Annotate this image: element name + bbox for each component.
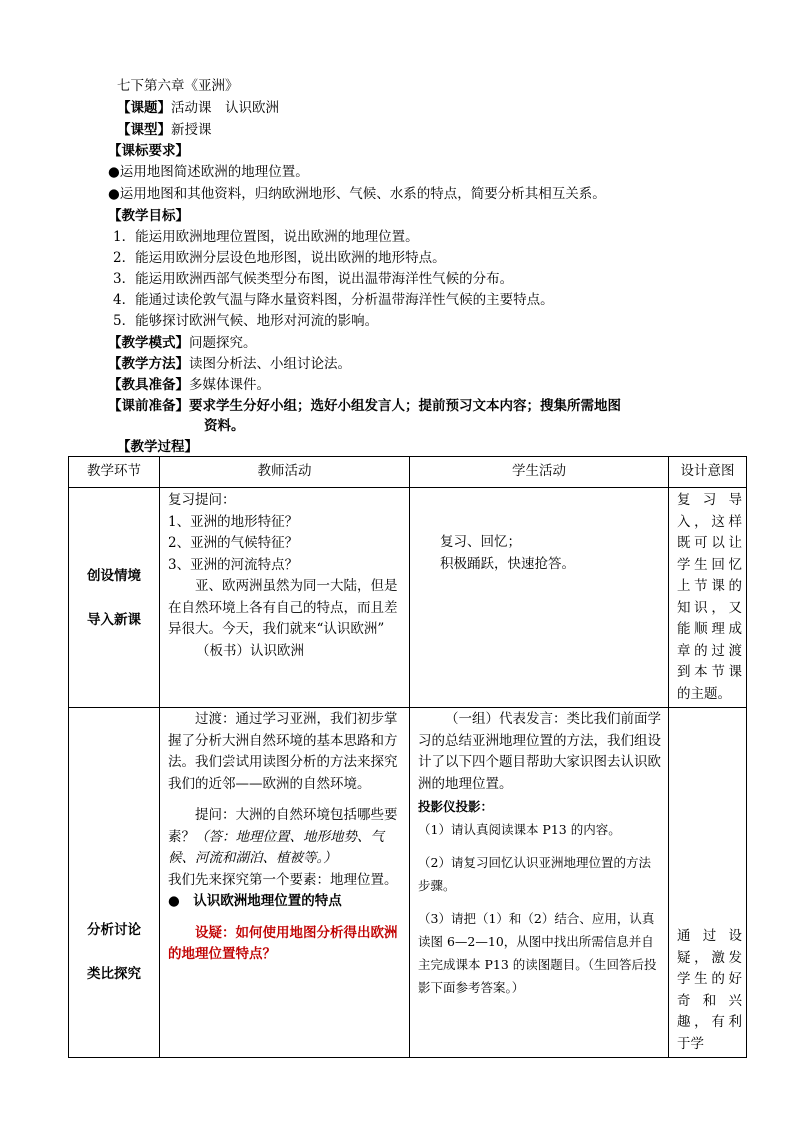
board-note: （板书）认识欧洲 — [196, 642, 304, 659]
process-title: 【教学过程】 — [117, 439, 198, 455]
tools-value: 多媒体课件。 — [189, 377, 270, 393]
prep-tag: 【课前准备】 — [108, 398, 189, 414]
chapter-title: 七下第六章《亚洲》 — [117, 78, 239, 94]
group-speech: （一组）代表发言：类比我们前面学习的总结亚洲地理位置的方法，我们组设计了以下四个题目帮助大家识图去认识欧洲的地理位置。 — [418, 711, 661, 792]
review-question-2: 2、亚洲的气候特征？ — [168, 535, 299, 551]
method-line — [108, 354, 351, 374]
method-tag: 【教学方法】 — [108, 356, 189, 372]
goal-item-5: 5．能够探讨欧洲气候、地形对河流的影响。 — [113, 313, 379, 329]
goals-title: 【教学目标】 — [108, 208, 189, 224]
type-line — [117, 120, 212, 140]
method-value: 读图分析法、小组讨论法。 — [189, 356, 351, 372]
teacher-cell-1 — [160, 488, 410, 708]
student-response-1: 复习、回忆； — [440, 534, 521, 550]
topic-tag: 【课题】 — [117, 100, 171, 116]
lesson-table — [68, 456, 747, 1058]
question-answer: （答：地理位置、地形地势、气候、河流和湖泊、植被等。） — [168, 828, 384, 866]
table-header-row — [69, 457, 747, 488]
review-question-intro: 复习提问： — [168, 492, 236, 508]
prep-value-2: 资料。 — [204, 418, 245, 434]
transition-paragraph: 过渡：通过学习亚洲，我们初步掌握了分析大洲自然环境的基本思路和方法。我们尝试用读图分析的方法来探究我们的近邻——欧洲的自然环境。 — [168, 711, 398, 792]
header-stage: 教学环节 — [69, 457, 160, 488]
stage-1-line-2: 导入新课 — [87, 611, 141, 628]
student-cell-1 — [410, 488, 669, 708]
design-note-1: 复习导入，这样既可以让学生回忆上节课的知识，又能顺理成章的过渡到本节课的主题。 — [677, 492, 742, 702]
first-element-note: 我们先来探究第一个要素：地理位置。 — [168, 871, 398, 888]
intro-paragraph: 亚、欧两洲虽然为同一大陆，但是在自然环境上各有自己的特点，而且差异很大。今天，我们就来“认识欧洲” — [168, 578, 398, 637]
stage-cell-2 — [69, 708, 160, 1058]
mode-tag: 【教学模式】 — [108, 335, 189, 351]
review-question-1: 1、亚洲的地形特征？ — [168, 513, 299, 530]
table-row — [69, 708, 747, 1058]
type-value: 新授课 — [171, 122, 212, 138]
question-text: 提问：大洲的自然环境包括哪些要素？ — [168, 807, 398, 845]
stage-1-line-1: 创设情境 — [87, 567, 141, 584]
topic-line — [117, 98, 279, 118]
mode-value: 问题探究。 — [189, 335, 257, 351]
review-question-3: 3、亚洲的河流特点？ — [168, 556, 299, 573]
stage-2-line-1: 分析讨论 — [87, 922, 141, 938]
standards-item-2: ●运用地图和其他资料，归纳欧洲地形、气候、水系的特点，简要分析其相互关系。 — [108, 186, 606, 202]
tools-tag: 【教具准备】 — [108, 377, 189, 393]
header-teacher: 教师活动 — [160, 457, 410, 488]
goal-item-1: 1．能运用欧洲地理位置图，说出欧洲的地理位置。 — [113, 229, 419, 245]
student-cell-2 — [410, 708, 669, 1058]
task-3: （3）请把（1）和（2）结合、应用，认真读图 6—2—10，从图中找出所需信息并自主完成课本 P13 的读图题目。（生回答后投影下面参考答案。） — [418, 911, 657, 995]
design-cell-2 — [669, 708, 747, 1058]
goal-item-4: 4．能通过读伦敦气温与降水量资料图，分析温带海洋性气候的主要特点。 — [113, 292, 554, 308]
location-bullet: ● 认识欧洲地理位置的特点 — [168, 893, 342, 909]
tools-line — [108, 375, 270, 395]
prep-line — [108, 396, 621, 416]
doubt-question — [168, 923, 403, 966]
table-row — [69, 488, 747, 708]
design-note-2: 通过设疑，激发学生的好奇和兴趣，有利于学 — [677, 928, 742, 1052]
doubt-text: 如何使用地图分析得出欧洲的地理位置特点？ — [168, 924, 398, 962]
teacher-cell-2 — [160, 708, 410, 1058]
student-response-2: 积极踊跃，快速抢答。 — [440, 555, 575, 572]
goal-item-3: 3．能运用欧洲西部气候类型分布图，说出温带海洋性气候的分布。 — [113, 271, 514, 287]
stage-cell-1 — [69, 488, 160, 708]
header-student: 学生活动 — [410, 457, 669, 488]
doubt-tag: 设疑： — [195, 924, 236, 941]
task-2: （2）请复习回忆认识亚洲地理位置的方法步骤。 — [418, 855, 651, 893]
question-paragraph — [168, 805, 403, 870]
type-tag: 【课型】 — [117, 122, 171, 138]
goal-item-2: 2．能运用欧洲分层设色地形图，说出欧洲的地形特点。 — [113, 250, 446, 266]
design-cell-1 — [669, 488, 747, 708]
topic-value: 活动课 认识欧洲 — [171, 100, 279, 116]
header-design: 设计意图 — [669, 457, 747, 488]
projection-label: 投影仪投影： — [418, 799, 494, 814]
mode-line — [108, 333, 257, 353]
stage-2-line-2: 类比探究 — [87, 966, 141, 982]
standards-item-1: ●运用地图简述欧洲的地理位置。 — [108, 164, 309, 180]
prep-value-1: 要求学生分好小组；选好小组发言人；提前预习文本内容；搜集所需地图 — [189, 398, 621, 414]
task-1: （1）请认真阅读课本 P13 的内容。 — [418, 822, 621, 837]
standards-title: 【课标要求】 — [108, 143, 189, 159]
